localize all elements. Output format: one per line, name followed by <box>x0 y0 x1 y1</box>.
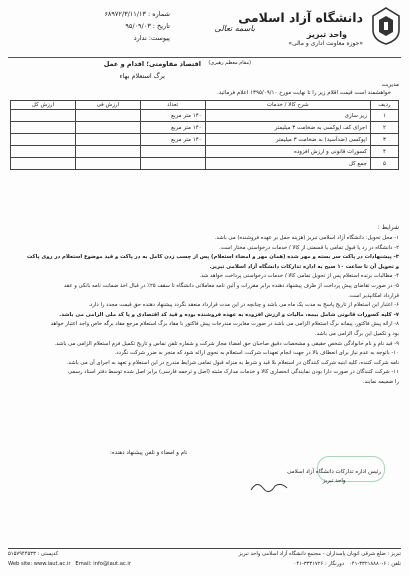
term-line: ۴- مطالبات برنده استعلام پس از تحویل تمامی کالا / خدمات درخواستی پرداخت خواهد شد. <box>199 273 399 280</box>
row-index: ۴ <box>370 146 398 158</box>
term-line: و تحویل آن تا ساعت ۱۰ صبح به اداره تدارکات دانشگاه آزاد اسلامی تبریز. <box>209 263 399 270</box>
term-line: ۷- کلیه کسورات قانونی شامل بیمه، مالیات و ارزش افزوده به عهده فروشنده بوده و قید کد اقتصادی و یا کد ملی الزامی می باشد. <box>59 311 399 318</box>
bismillah: باسمه تعالی <box>214 24 255 33</box>
term-line: قرارداد امکانپذیر است. <box>348 292 399 299</box>
table-row <box>11 110 399 122</box>
table-row <box>11 134 399 146</box>
row-unit-price <box>75 110 140 122</box>
subject-slogan: اقتصاد مقاومتی؛ اقدام و عمل <box>103 60 201 68</box>
term-line: ۹- قید نام و نام خانوادگی شخص حقیقی و مشخصات دقیق صاحبان حق امضاء مجاز شرکت و شماره تلفن تماس و تاریخ تکمیل فرم استعلام الزامی می باشد. <box>54 340 399 347</box>
letter-date: تاریخ : ۹۵/۰۹/۰۳ <box>125 22 170 30</box>
row-quantity: ۱۴۰ متر مربع <box>140 134 205 146</box>
row-index: ۲ <box>370 122 398 134</box>
row-description: اپوکسی (ضدآسید) به ضخامت ۳ میلیمتر <box>205 134 370 146</box>
row-unit-price <box>75 158 140 170</box>
header-index: ردیف <box>370 101 398 110</box>
subject-slogan-note: (مقام معظم رهبری) <box>208 60 251 66</box>
terms-list <box>10 234 399 388</box>
term-line: ۸- ارائه پیش فاکتور، پیمانه برگ استعلام الزامی می باشد در صورت مغایرت مندرجات پیش فاکتور با مفاد برگ استعلام مرجع مفاد برگه خاص واجد اعتبار خواهد <box>50 321 399 328</box>
row-description: زیر سازی <box>205 110 370 122</box>
row-total <box>11 122 76 134</box>
row-quantity <box>140 146 205 158</box>
row-unit-price <box>75 146 140 158</box>
term-line: ۶- اعتبار این استعلام از تاریخ پاسخ به مدت یک ماه می باشد و چنانچه در این مدت قرارداد منعقد نگردد پیشنهاد دهنده حق قیمت مجدد را دارد. <box>88 302 399 309</box>
row-total <box>11 134 76 146</box>
footer-website[interactable]: Web site: www.iaut.ac.ir <box>8 561 71 567</box>
row-quantity: ۱۴۰ متر مربع <box>140 122 205 134</box>
term-line: را ضمیمه نمایند. <box>362 378 399 385</box>
letter-attachment: پیوست: ندارد <box>133 34 170 42</box>
university-logo-icon <box>369 6 403 46</box>
row-description: اجرای کف اپوکسی به ضخامت ۳ میلیمتر <box>205 122 370 134</box>
footer-phones: تلفن : ۰۴۱-۳۳۲۱۸۸۸۰-۶ دورنگار : ۰۴۱-۳۳۳۱۷۲۶ <box>293 561 401 567</box>
procurement-head-title: رئیس اداره تدارکات دانشگاه آزاد اسلامی <box>287 469 381 475</box>
term-line: ۳- پیشنهادات در پاکت سر بسته و مهر شده (همان مهر و امضاء استعلام) پس از چسب زدن کامل به در پاکت و قید موضوع استعلام در روی پاکت <box>26 254 399 261</box>
row-total <box>11 146 76 158</box>
handwritten-signature-icon <box>249 478 289 494</box>
table-row <box>11 122 399 134</box>
header-divider <box>8 57 401 58</box>
procurement-head-signature <box>287 468 381 486</box>
intro-text: خواهشمند است قیمت اقلام زیر را تا نهایت مورخ ۱۳۹۵/۰۹/۱۰ اعلام فرمائید. <box>216 90 391 96</box>
bidder-signature-label: نام و امضاء و تلفن پیشنهاد دهنده: <box>110 450 188 456</box>
row-index: ۱ <box>370 110 398 122</box>
footer-postal: کدپستی : ۵۱۵۷۹۴۴۵۳۳ <box>8 551 59 557</box>
items-table <box>10 100 399 170</box>
term-line: بود و تکمیل این برگ الزامی می باشد. <box>314 330 399 337</box>
table-row <box>11 146 399 158</box>
department-name: «حوزه معاونت اداری و مالی» <box>288 40 363 47</box>
row-unit-price <box>75 134 140 146</box>
header-quantity: تعداد <box>140 101 205 110</box>
subject-title: برگ استعلام بهاء <box>119 72 165 80</box>
term-line: نامه شرکت کننده، کلیه ابنیه شرکت کنندگان در استعلام بلا قید و شرط به منزله قبول تمامی شرایط مندرج در این استعلام و تعهد به اجرای آن می باشد. <box>66 359 399 366</box>
salutation: مدیریت <box>381 82 399 88</box>
header-unit-price: ارزش فی <box>75 101 140 110</box>
row-unit-price <box>75 122 140 134</box>
footer-divider <box>8 548 401 549</box>
term-line: ۲- دانشگاه در رد یا قبول تمامی یا قسمتی از کالا / خدمات درخواستی مختار است. <box>219 244 399 251</box>
branch-name: واحد تبریز <box>306 30 347 39</box>
term-line: ۱۰- باتوجه به عدم نیاز برای انعطاف بالا در جهت انجام تعهدات شرکت، استعلام به نحوی ارائه شود که منجر به ضرر شرکت نگردد. <box>114 350 399 357</box>
terms-title: شرایط : <box>377 224 399 231</box>
term-line: ۱۱- شرکت کنندگان در صورت دارا بودن نمایندگی انحصاری کالا و خدمات مدارک مثبته (اصل و ترجمه فارسی) برابر اصل شده توسط دفتر اسناد رسمی <box>67 369 399 376</box>
term-line: ۵- در صورت تقاضای پیش پرداخت از طرف پیشنهاد دهنده برابر مقررات و آئین نامه معاملاتی دانشگاه تا سقف ۲۵٪ در قبال اخذ ضمانت نامه بانکی و عقد <box>63 282 399 289</box>
header-description: شرح کالا / خدمات <box>205 101 370 110</box>
header-total: ارزش کل <box>11 101 76 110</box>
term-line: ۱- محل تحویل: دانشگاه آزاد اسلامی تبریز (هزینه حمل بر عهده فروشنده) می باشد. <box>214 235 399 241</box>
row-index: ۳ <box>370 134 398 146</box>
row-description: جمع کل <box>205 158 370 170</box>
university-name: دانشگاه آزاد اسلامی <box>238 10 363 25</box>
footer-email[interactable]: Email: info@iaut.ac.ir <box>75 561 131 567</box>
row-quantity <box>140 158 205 170</box>
table-header-row <box>11 101 399 110</box>
table-row <box>11 158 399 170</box>
row-total <box>11 110 76 122</box>
row-index: ۵ <box>370 158 398 170</box>
footer-address: تبریز : ضلع شرقی اتوبان پاسداران - مجتمع دانشگاه آزاد اسلامی واحد تبریز <box>238 551 401 557</box>
row-description: کسورات قانونی و ارزش افزوده <box>205 146 370 158</box>
row-total <box>11 158 76 170</box>
row-quantity: ۱۴۰ متر مربع <box>140 110 205 122</box>
letter-number: شماره : ۶۸۹۷۲/۳/۱۱/۱۳ <box>104 10 170 18</box>
letter-meta <box>98 8 170 44</box>
footer-web <box>8 561 131 567</box>
procurement-head-unit: واحد تبریز <box>322 478 346 484</box>
